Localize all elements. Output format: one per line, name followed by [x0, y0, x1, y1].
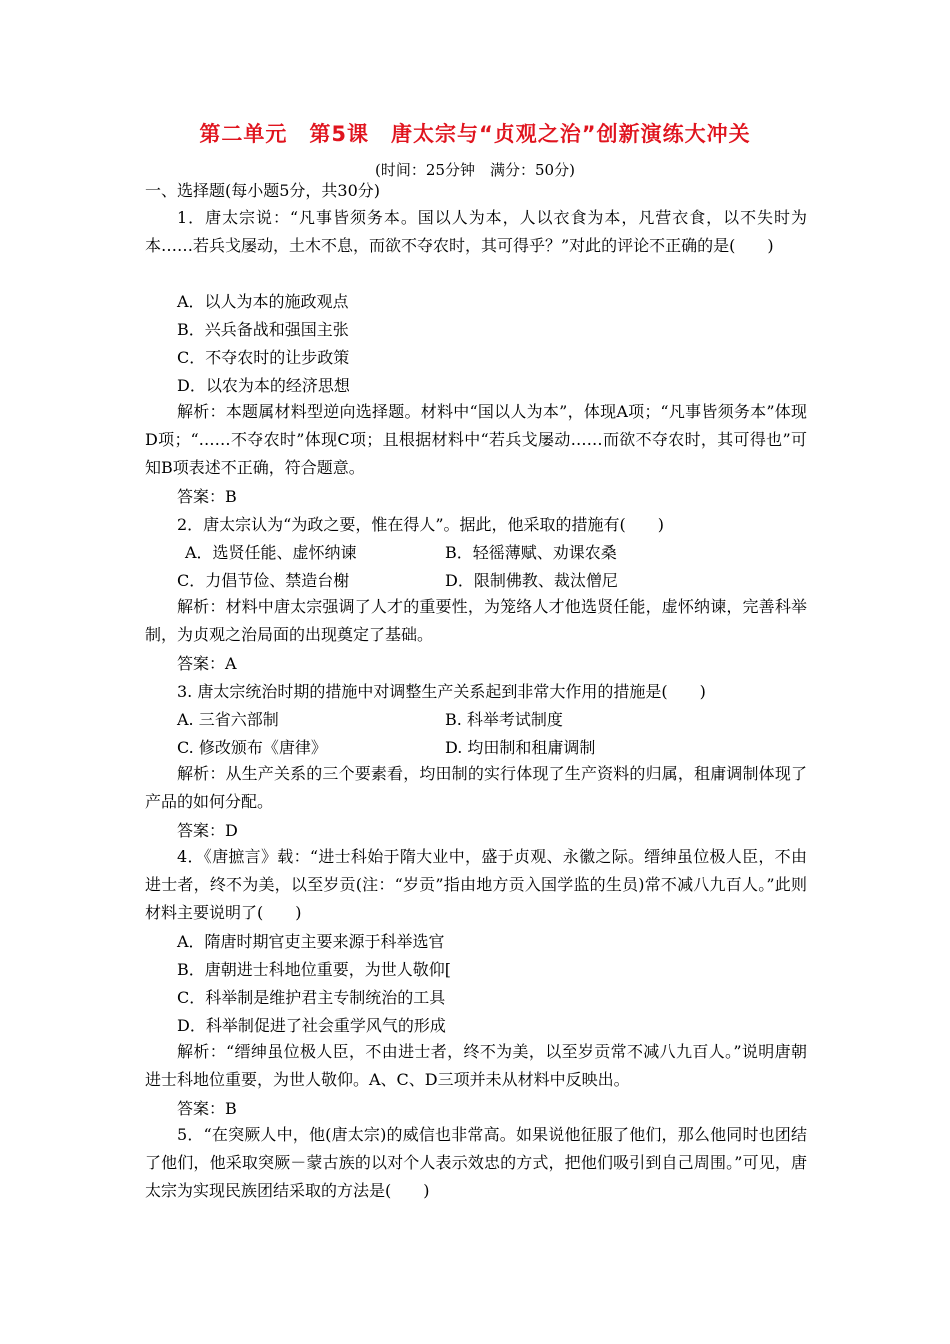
question-1-option-b: B．兴兵备战和强国主张 [177, 320, 349, 339]
question-3-option-d: D. 均田制和租庸调制 [445, 738, 596, 757]
question-3-option-a: A. 三省六部制 [177, 710, 279, 729]
question-2-analysis: 解析：材料中唐太宗强调了人才的重要性，为笼络人才他选贤任能，虚怀纳谏，完善科举制，为贞观之治局面的出现奠定了基础。 [145, 597, 807, 644]
question-1-option-c: C．不夺农时的让步政策 [177, 348, 350, 367]
question-2-option-c: C．力倡节俭、禁造台榭 [177, 571, 350, 590]
question-4-analysis: 解析：“缙绅虽位极人臣，不由进士者，终不为美，以至岁贡常不减八九百人。”说明唐朝进士科地位重要，为世人敬仰。A、C、D三项并未从材料中反映出。 [145, 1042, 807, 1089]
question-5-stem: 5．“在突厥人中，他(唐太宗)的威信也非常高。如果说他征服了他们，那么他同时也团结了他们，他采取突厥－蒙古族的以对个人表示效忠的方式，把他们吸引到自己周围。”可见，唐太宗为实现民族团结采取的方法是( ) [145, 1125, 807, 1200]
question-1-analysis: 解析：本题属材料型逆向选择题。材料中“国以人为本”，体现A项；“凡事皆须务本”体现D项；“……不夺农时”体现C项；且根据材料中“若兵戈屡动……而欲不夺农时，其可得也”可知B项表述不正确，符合题意。 [145, 402, 807, 477]
question-2-answer: 答案：A [177, 654, 237, 673]
question-3-answer: 答案：D [177, 821, 238, 840]
question-4-stem: 4．《唐摭言》载：“进士科始于隋大业中，盛于贞观、永徽之际。缙绅虽位极人臣，不由进士者，终不为美，以至岁贡(注：“岁贡”指由地方贡入国学监的生员)常不减八九百人。”此则材料主要说明了( ) [145, 847, 807, 922]
question-3-analysis: 解析：从生产关系的三个要素看，均田制的实行体现了生产资料的归属，租庸调制体现了产品的如何分配。 [145, 764, 807, 811]
question-1-stem: 1．唐太宗说：“凡事皆须务本。国以人为本，人以衣食为本，凡营衣食，以不失时为本……若兵戈屡动，土木不息，而欲不夺农时，其可得乎？”对此的评论不正确的是( ) [145, 208, 807, 255]
question-3-stem: 3. 唐太宗统治时期的措施中对调整生产关系起到非常大作用的措施是( ) [177, 682, 706, 701]
question-2-stem: 2．唐太宗认为“为政之要，惟在得人”。据此，他采取的措施有( ) [177, 515, 665, 534]
question-4-answer: 答案：B [177, 1099, 237, 1118]
section-heading: 一、选择题(每小题5分，共30分) [145, 181, 381, 200]
question-4-option-a: A．隋唐时期官吏主要来源于科举选官 [177, 932, 445, 951]
question-3-option-b: B. 科举考试制度 [445, 710, 563, 729]
page-subtitle: (时间：25分钟 满分：50分) [375, 161, 575, 179]
question-4-option-d: D．科举制促进了社会重学风气的形成 [177, 1016, 446, 1035]
question-1-answer: 答案：B [177, 487, 237, 506]
question-3-option-c: C. 修改颁布《唐律》 [177, 738, 327, 757]
page-title: 第二单元 第5课 唐太宗与“贞观之治”创新演练大冲关 [199, 122, 751, 146]
question-4-option-c: C．科举制是维护君主专制统治的工具 [177, 988, 446, 1007]
question-1-option-a: A．以人为本的施政观点 [177, 292, 349, 311]
question-1-option-d: D．以农为本的经济思想 [177, 376, 350, 395]
question-2-option-a: A．选贤任能、虚怀纳谏 [185, 543, 357, 562]
question-4-option-b: B．唐朝进士科地位重要，为世人敬仰[ [177, 960, 452, 979]
question-2-option-b: B．轻徭薄赋、劝课农桑 [445, 543, 617, 562]
question-2-option-d: D．限制佛教、裁汰僧尼 [445, 571, 618, 590]
